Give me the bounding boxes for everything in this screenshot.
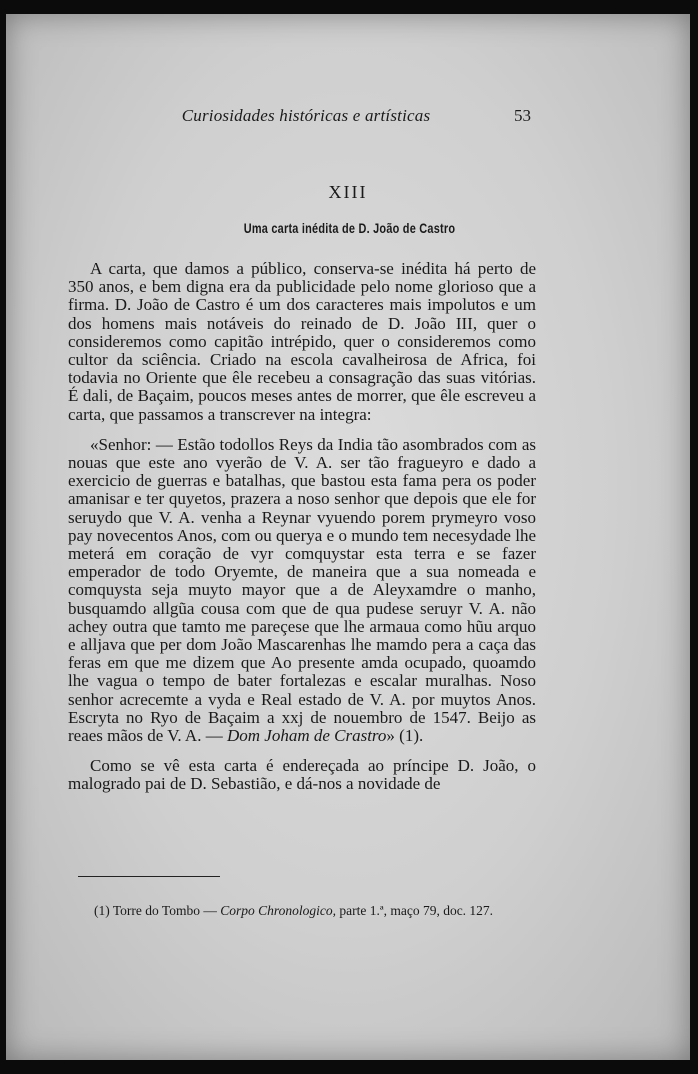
body-text — [68, 260, 536, 794]
paragraph-intro: A carta, que damos a público, conserva-se inédita há perto de 350 anos, e bem digna era da publicidade pelo nome glorioso que a firma. D. João de Castro é um dos caracteres mais impolutos e um dos homens mais notáveis do reinado de D. João III, quer o consideremos como capitão intrépido, quer o consideremos como cultor da sciência. Criado na escola cavalheirosa de Africa, foi todavia no Oriente que êle recebeu a consagração das suas vitórias. É dali, de Baçaim, poucos meses antes de morrer, que êle escreveu a carta, que passamos a transcrever na integra: — [68, 259, 536, 424]
chapter-title: Uma carta inédita de D. João de Castro — [243, 220, 456, 236]
letter-text: «Senhor: — Estão todollos Reys da India tão asombrados com as nouas que este ano vyerão de V. A. ser tão fragueyro e dado a exercicio de guerras e batalhas, que bastou esta fama pera os poder amanisar e ter quyetos, prazera a noso senhor que depois que ele for seruydo que V. A. venha a Reynar vyuendo porem prymeyro voso pay novecentos Anos, com ou querya e o mundo tem necesydade lhe meterá em coração de vyr comquystar esta terra e se fazer emperador de todo Oryemte, de maneira que a sua nomeada e comquysta seja muyto mayor que a de Aleyxamdre o manho, busquamdo allgũa cousa com que de qua pudese seruyr V. A. não achey outra que tamto me pareçese que lhe armaua como hũu arquo e alljava que per dom João Mascarenhas lhe mamdo pera a caça das feras em que me dizem que Ao presente amda ocupado, quoamdo lhe vagua o tempo de bater fortalezas e escalar muralhas. Noso senhor acrecemte a vyda e Real estado de V. A. por muytos Anos. Escryta no Ryo de Baçaim a xxj de nouembro de 1547. Beijo as reaes mãos de V. A. — — [68, 434, 536, 746]
letter-signature: Dom Joham de Crastro — [226, 726, 387, 746]
running-head — [6, 106, 690, 130]
footnote-rule — [78, 876, 220, 877]
footnote — [78, 902, 536, 919]
footnote-marker: (1) Torre do Tombo — — [94, 903, 221, 918]
footnote-source: Corpo Chronologico, — [220, 903, 336, 918]
chapter-number: XIII — [328, 182, 368, 202]
book-page — [6, 14, 690, 1060]
paragraph-letter — [68, 436, 536, 745]
running-head-title: Curiosidades históricas e artísticas — [181, 106, 431, 125]
letter-end: » (1). — [386, 726, 424, 746]
paragraph-commentary: Como se vê esta carta é endereçada ao príncipe D. João, o malogrado pai de D. Sebastião, e dá-nos a novidade de — [68, 756, 536, 794]
footnote-rest: parte 1.ª, maço 79, doc. 127. — [336, 903, 494, 918]
page-number: 53 — [514, 106, 531, 125]
